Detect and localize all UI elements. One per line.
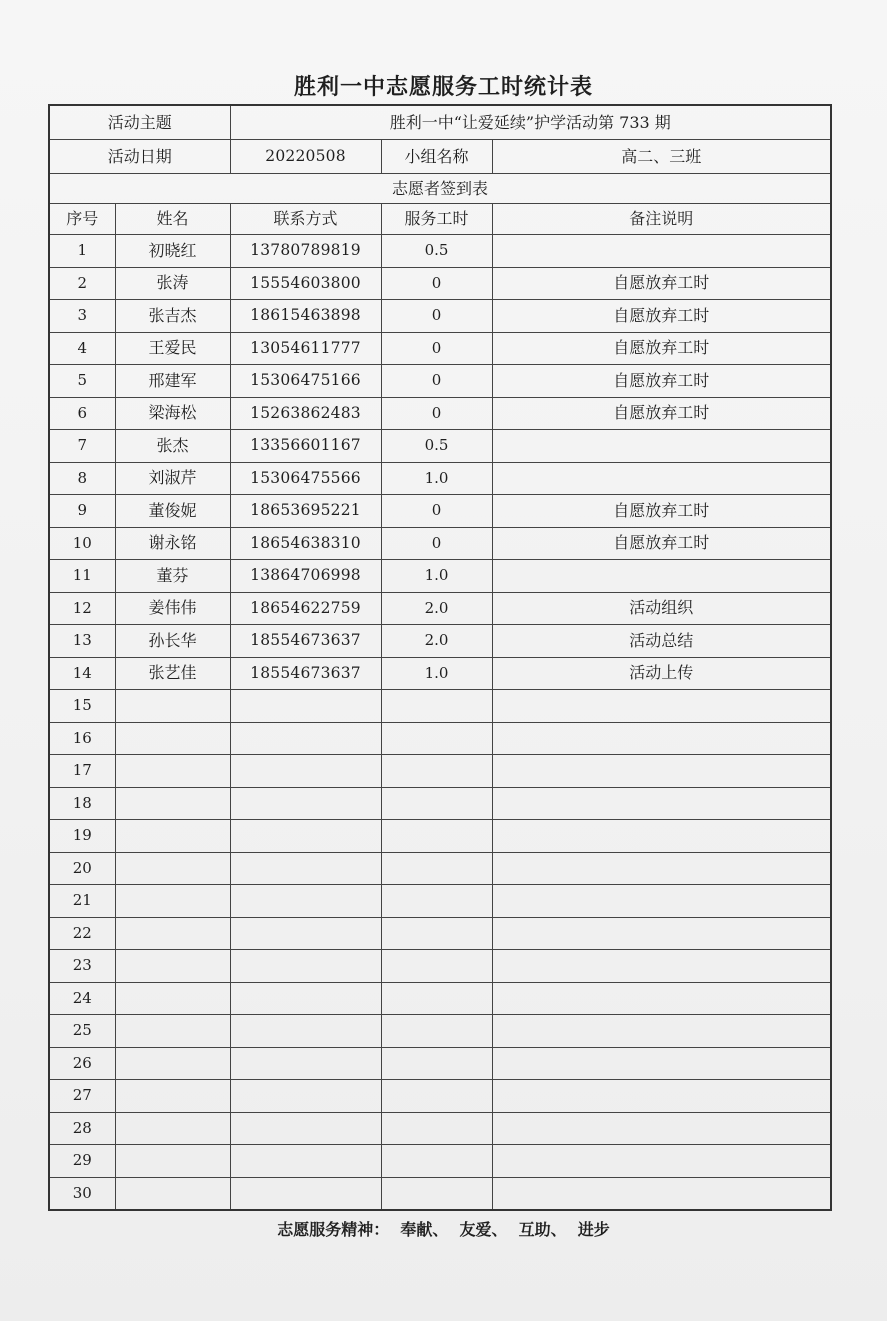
- row-number-cell: 9: [49, 495, 115, 528]
- remark-note-cell: [492, 755, 831, 788]
- contact-phone-cell: 13780789819: [230, 235, 381, 268]
- volunteer-name-cell: 张艺佳: [115, 657, 230, 690]
- remark-note-cell: [492, 852, 831, 885]
- contact-phone-cell: 13864706998: [230, 560, 381, 593]
- remark-note-cell: [492, 950, 831, 983]
- table-row: [49, 950, 831, 983]
- remark-note-cell: [492, 1112, 831, 1145]
- table-row: [49, 592, 831, 625]
- volunteer-name-cell: 邢建军: [115, 365, 230, 398]
- contact-phone-cell: 13356601167: [230, 430, 381, 463]
- contact-phone-cell: [230, 1047, 381, 1080]
- table-row: [49, 1047, 831, 1080]
- row-number-cell: 13: [49, 625, 115, 658]
- volunteer-name-cell: 董俊妮: [115, 495, 230, 528]
- volunteer-name-cell: [115, 1080, 230, 1113]
- volunteer-name-cell: 张吉杰: [115, 300, 230, 333]
- activity-date-label: 活动日期: [49, 140, 230, 174]
- activity-theme-label: 活动主题: [49, 105, 230, 140]
- row-number-cell: 26: [49, 1047, 115, 1080]
- volunteer-name-cell: [115, 885, 230, 918]
- row-number-cell: 24: [49, 982, 115, 1015]
- contact-phone-cell: 18554673637: [230, 657, 381, 690]
- sign-in-section-row: [49, 174, 831, 204]
- service-hours-cell: [381, 982, 492, 1015]
- row-number-cell: 8: [49, 462, 115, 495]
- contact-phone-cell: 15263862483: [230, 397, 381, 430]
- remark-note-cell: 活动上传: [492, 657, 831, 690]
- table-row: [49, 462, 831, 495]
- row-number-cell: 15: [49, 690, 115, 723]
- row-number-cell: 5: [49, 365, 115, 398]
- volunteer-name-cell: [115, 1145, 230, 1178]
- service-hours-cell: [381, 950, 492, 983]
- group-name-value: 高二、三班: [492, 140, 831, 174]
- service-hours-cell: [381, 852, 492, 885]
- service-hours-cell: 1.0: [381, 462, 492, 495]
- volunteer-name-cell: [115, 1177, 230, 1210]
- row-number-cell: 23: [49, 950, 115, 983]
- volunteer-name-cell: [115, 1112, 230, 1145]
- table-row: [49, 1145, 831, 1178]
- activity-date-row: [49, 140, 831, 174]
- service-hours-cell: [381, 755, 492, 788]
- service-hours-cell: 0: [381, 267, 492, 300]
- service-hours-cell: [381, 917, 492, 950]
- remark-note-cell: [492, 235, 831, 268]
- service-hours-cell: 0: [381, 527, 492, 560]
- contact-phone-cell: [230, 787, 381, 820]
- row-number-cell: 7: [49, 430, 115, 463]
- contact-phone-cell: 15306475166: [230, 365, 381, 398]
- contact-phone-cell: [230, 755, 381, 788]
- volunteer-name-cell: 谢永铭: [115, 527, 230, 560]
- remark-note-cell: [492, 917, 831, 950]
- row-number-cell: 22: [49, 917, 115, 950]
- volunteer-name-cell: [115, 982, 230, 1015]
- table-row: [49, 820, 831, 853]
- column-header-row: [49, 204, 831, 235]
- volunteer-name-cell: 王爱民: [115, 332, 230, 365]
- table-row: [49, 397, 831, 430]
- row-number-cell: 20: [49, 852, 115, 885]
- service-hours-cell: 0: [381, 365, 492, 398]
- volunteer-name-cell: 张杰: [115, 430, 230, 463]
- row-number-cell: 29: [49, 1145, 115, 1178]
- sign-in-section-title: 志愿者签到表: [49, 174, 831, 204]
- table-row: [49, 787, 831, 820]
- table-row: [49, 755, 831, 788]
- column-header-note: 备注说明: [492, 204, 831, 235]
- volunteer-name-cell: [115, 1015, 230, 1048]
- remark-note-cell: [492, 1047, 831, 1080]
- row-number-cell: 19: [49, 820, 115, 853]
- contact-phone-cell: [230, 1177, 381, 1210]
- remark-note-cell: 自愿放弃工时: [492, 495, 831, 528]
- contact-phone-cell: [230, 1145, 381, 1178]
- remark-note-cell: [492, 1015, 831, 1048]
- remark-note-cell: 自愿放弃工时: [492, 397, 831, 430]
- row-number-cell: 14: [49, 657, 115, 690]
- table-row: [49, 1015, 831, 1048]
- table-row: [49, 722, 831, 755]
- contact-phone-cell: [230, 852, 381, 885]
- remark-note-cell: [492, 1177, 831, 1210]
- service-hours-cell: 0.5: [381, 430, 492, 463]
- table-row: [49, 527, 831, 560]
- service-hours-cell: 0: [381, 495, 492, 528]
- contact-phone-cell: [230, 690, 381, 723]
- contact-phone-cell: [230, 1015, 381, 1048]
- remark-note-cell: 自愿放弃工时: [492, 267, 831, 300]
- remark-note-cell: 自愿放弃工时: [492, 300, 831, 333]
- remark-note-cell: 自愿放弃工时: [492, 365, 831, 398]
- service-hours-cell: [381, 690, 492, 723]
- contact-phone-cell: [230, 820, 381, 853]
- table-row: [49, 982, 831, 1015]
- volunteer-name-cell: [115, 950, 230, 983]
- table-row: [49, 1177, 831, 1210]
- remark-note-cell: 活动总结: [492, 625, 831, 658]
- row-number-cell: 16: [49, 722, 115, 755]
- service-hours-cell: [381, 820, 492, 853]
- contact-phone-cell: 18654622759: [230, 592, 381, 625]
- contact-phone-cell: [230, 1112, 381, 1145]
- contact-phone-cell: 15306475566: [230, 462, 381, 495]
- service-hours-cell: 2.0: [381, 625, 492, 658]
- table-row: [49, 852, 831, 885]
- table-row: [49, 657, 831, 690]
- service-hours-cell: 0: [381, 300, 492, 333]
- row-number-cell: 6: [49, 397, 115, 430]
- service-hours-cell: [381, 787, 492, 820]
- column-header-name: 姓名: [115, 204, 230, 235]
- column-header-hours: 服务工时: [381, 204, 492, 235]
- table-row: [49, 365, 831, 398]
- remark-note-cell: [492, 462, 831, 495]
- remark-note-cell: [492, 820, 831, 853]
- service-hours-cell: 0: [381, 332, 492, 365]
- column-header-phone: 联系方式: [230, 204, 381, 235]
- service-hours-cell: [381, 1080, 492, 1113]
- remark-note-cell: 自愿放弃工时: [492, 332, 831, 365]
- activity-theme-value: 胜利一中“让爱延续”护学活动第 733 期: [230, 105, 831, 140]
- service-hours-cell: [381, 1112, 492, 1145]
- volunteer-name-cell: [115, 917, 230, 950]
- service-hours-cell: 2.0: [381, 592, 492, 625]
- service-hours-cell: 1.0: [381, 657, 492, 690]
- volunteer-name-cell: [115, 820, 230, 853]
- volunteer-name-cell: 孙长华: [115, 625, 230, 658]
- row-number-cell: 25: [49, 1015, 115, 1048]
- contact-phone-cell: [230, 1080, 381, 1113]
- table-row: [49, 690, 831, 723]
- document-title: 胜利一中志愿服务工时统计表: [293, 75, 593, 100]
- contact-phone-cell: 18653695221: [230, 495, 381, 528]
- remark-note-cell: [492, 690, 831, 723]
- row-number-cell: 30: [49, 1177, 115, 1210]
- contact-phone-cell: [230, 950, 381, 983]
- remark-note-cell: [492, 722, 831, 755]
- volunteer-spirit-footer: 志愿服务精神： 奉献、 友爱、 互助、 进步: [277, 1220, 610, 1239]
- remark-note-cell: 活动组织: [492, 592, 831, 625]
- row-number-cell: 17: [49, 755, 115, 788]
- row-number-cell: 18: [49, 787, 115, 820]
- remark-note-cell: [492, 1145, 831, 1178]
- service-hours-cell: [381, 1177, 492, 1210]
- contact-phone-cell: 15554603800: [230, 267, 381, 300]
- row-number-cell: 2: [49, 267, 115, 300]
- row-number-cell: 27: [49, 1080, 115, 1113]
- contact-phone-cell: 18554673637: [230, 625, 381, 658]
- contact-phone-cell: [230, 982, 381, 1015]
- table-row: [49, 625, 831, 658]
- row-number-cell: 11: [49, 560, 115, 593]
- volunteer-name-cell: [115, 690, 230, 723]
- remark-note-cell: [492, 560, 831, 593]
- table-row: [49, 495, 831, 528]
- service-hours-cell: 1.0: [381, 560, 492, 593]
- volunteer-name-cell: [115, 852, 230, 885]
- volunteer-name-cell: 刘淑芹: [115, 462, 230, 495]
- table-row: [49, 267, 831, 300]
- service-hours-cell: [381, 1145, 492, 1178]
- volunteer-name-cell: 董芬: [115, 560, 230, 593]
- contact-phone-cell: 13054611777: [230, 332, 381, 365]
- remark-note-cell: [492, 430, 831, 463]
- volunteer-name-cell: [115, 1047, 230, 1080]
- volunteer-name-cell: [115, 787, 230, 820]
- contact-phone-cell: [230, 885, 381, 918]
- service-hours-cell: 0.5: [381, 235, 492, 268]
- remark-note-cell: [492, 787, 831, 820]
- row-number-cell: 4: [49, 332, 115, 365]
- row-number-cell: 1: [49, 235, 115, 268]
- contact-phone-cell: [230, 917, 381, 950]
- column-header-no: 序号: [49, 204, 115, 235]
- row-number-cell: 28: [49, 1112, 115, 1145]
- service-hours-cell: [381, 722, 492, 755]
- table-row: [49, 1080, 831, 1113]
- volunteer-name-cell: 姜伟伟: [115, 592, 230, 625]
- volunteer-name-cell: [115, 755, 230, 788]
- service-hours-cell: [381, 1047, 492, 1080]
- service-hours-cell: 0: [381, 397, 492, 430]
- volunteer-name-cell: 初晓红: [115, 235, 230, 268]
- activity-theme-row: [49, 105, 831, 140]
- remark-note-cell: [492, 982, 831, 1015]
- activity-date-value: 20220508: [230, 140, 381, 174]
- service-hours-cell: [381, 1015, 492, 1048]
- volunteer-name-cell: 梁海松: [115, 397, 230, 430]
- table-row: [49, 300, 831, 333]
- table-row: [49, 885, 831, 918]
- volunteer-name-cell: [115, 722, 230, 755]
- remark-note-cell: 自愿放弃工时: [492, 527, 831, 560]
- row-number-cell: 12: [49, 592, 115, 625]
- table-row: [49, 560, 831, 593]
- contact-phone-cell: 18654638310: [230, 527, 381, 560]
- contact-phone-cell: 18615463898: [230, 300, 381, 333]
- service-hours-cell: [381, 885, 492, 918]
- row-number-cell: 21: [49, 885, 115, 918]
- table-row: [49, 917, 831, 950]
- row-number-cell: 3: [49, 300, 115, 333]
- remark-note-cell: [492, 1080, 831, 1113]
- volunteer-name-cell: 张涛: [115, 267, 230, 300]
- volunteer-hours-table: [48, 104, 832, 1211]
- contact-phone-cell: [230, 722, 381, 755]
- row-number-cell: 10: [49, 527, 115, 560]
- table-row: [49, 332, 831, 365]
- remark-note-cell: [492, 885, 831, 918]
- table-row: [49, 235, 831, 268]
- group-name-label: 小组名称: [381, 140, 492, 174]
- table-row: [49, 430, 831, 463]
- table-row: [49, 1112, 831, 1145]
